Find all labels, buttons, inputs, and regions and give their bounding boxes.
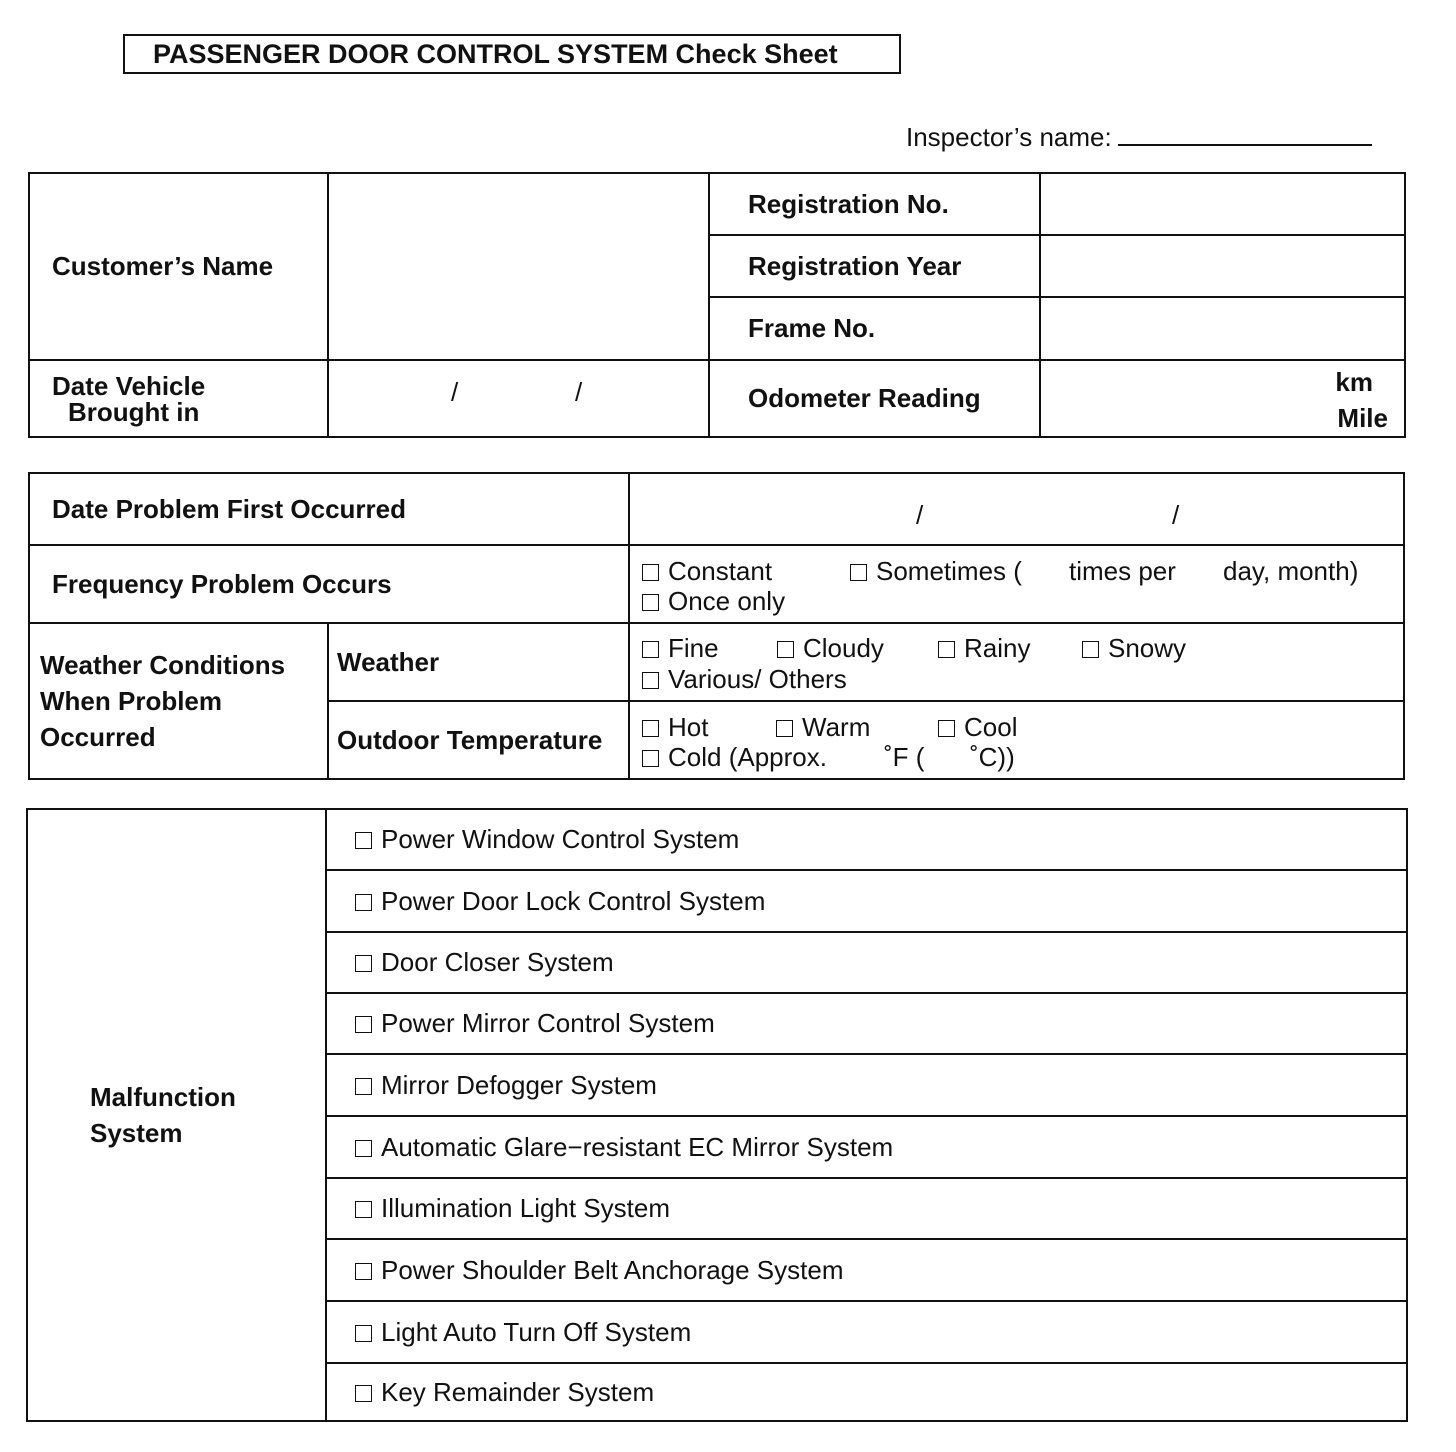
temp-fahrenheit: ˚F ( bbox=[884, 742, 925, 772]
date-separator: / bbox=[1172, 500, 1180, 530]
vehicle-info-table bbox=[28, 172, 1406, 438]
temp-cold-option[interactable]: Cold (Approx. bbox=[642, 742, 827, 773]
system-option-mirror-defogger[interactable]: Mirror Defogger System bbox=[326, 1054, 1407, 1116]
checkbox-icon[interactable] bbox=[642, 672, 659, 689]
weather-various-option[interactable]: Various/ Others bbox=[642, 664, 847, 695]
weather-conditions-line1: Weather Conditions bbox=[40, 650, 286, 680]
checkbox-icon[interactable] bbox=[850, 564, 867, 581]
date-first-occurred-field[interactable] bbox=[629, 473, 1404, 545]
checkbox-icon[interactable] bbox=[355, 894, 372, 911]
malfunction-label-line2: System bbox=[90, 1118, 183, 1148]
system-option-illumination-light[interactable]: Illumination Light System bbox=[326, 1178, 1407, 1239]
weather-conditions-line2: When Problem bbox=[40, 686, 223, 716]
freq-constant-option[interactable]: Constant bbox=[642, 556, 772, 587]
registration-no-field[interactable] bbox=[1040, 173, 1405, 235]
temp-hot-option[interactable]: Hot bbox=[642, 712, 708, 743]
system-option-light-auto-off[interactable]: Light Auto Turn Off System bbox=[326, 1301, 1407, 1363]
customer-name-label: Customer’s Name bbox=[29, 173, 328, 360]
system-option-power-window[interactable]: Power Window Control System bbox=[326, 809, 1407, 870]
customer-name-field[interactable] bbox=[328, 173, 709, 360]
malfunction-system-label bbox=[27, 809, 326, 1421]
inspector-name-line[interactable] bbox=[1118, 120, 1372, 146]
checkbox-icon[interactable] bbox=[642, 564, 659, 581]
odometer-label: Odometer Reading bbox=[709, 360, 1040, 437]
checkbox-icon[interactable] bbox=[776, 720, 793, 737]
temp-cool-option[interactable]: Cool bbox=[938, 712, 1017, 743]
checkbox-icon[interactable] bbox=[1082, 641, 1099, 658]
weather-fine-option[interactable]: Fine bbox=[642, 633, 719, 664]
checkbox-icon[interactable] bbox=[355, 1140, 372, 1157]
temp-warm-option[interactable]: Warm bbox=[776, 712, 870, 743]
freq-once-option[interactable]: Once only bbox=[642, 586, 785, 617]
malfunction-label-line1: Malfunction bbox=[90, 1082, 236, 1112]
problem-conditions-table bbox=[28, 472, 1405, 780]
checkbox-icon[interactable] bbox=[642, 720, 659, 737]
checkbox-icon[interactable] bbox=[355, 832, 372, 849]
weather-conditions-line3: Occurred bbox=[40, 722, 156, 752]
date-separator: / bbox=[451, 377, 459, 407]
system-option-key-remainder[interactable]: Key Remainder System bbox=[326, 1363, 1407, 1421]
registration-no-label: Registration No. bbox=[709, 173, 1040, 235]
weather-label: Weather bbox=[328, 623, 629, 701]
unit-mile: Mile bbox=[1337, 403, 1388, 433]
date-brought-in-field[interactable] bbox=[328, 360, 709, 437]
checkbox-icon[interactable] bbox=[642, 594, 659, 611]
temp-celsius: ˚C)) bbox=[970, 742, 1015, 772]
weather-cloudy-option[interactable]: Cloudy bbox=[777, 633, 884, 664]
weather-options bbox=[629, 623, 1404, 701]
checkbox-icon[interactable] bbox=[355, 1385, 372, 1402]
frame-no-label: Frame No. bbox=[709, 297, 1040, 360]
checkbox-icon[interactable] bbox=[642, 750, 659, 767]
freq-day-month: day, month) bbox=[1223, 556, 1359, 586]
checkbox-icon[interactable] bbox=[355, 1263, 372, 1280]
date-separator: / bbox=[575, 377, 583, 407]
checkbox-icon[interactable] bbox=[355, 1325, 372, 1342]
date-first-occurred-label: Date Problem First Occurred bbox=[29, 473, 629, 545]
weather-conditions-label bbox=[29, 623, 328, 779]
checkbox-icon[interactable] bbox=[938, 720, 955, 737]
checkbox-icon[interactable] bbox=[642, 641, 659, 658]
system-option-power-door-lock[interactable]: Power Door Lock Control System bbox=[326, 870, 1407, 932]
inspector-label: Inspector’s name: bbox=[906, 122, 1112, 152]
weather-snowy-option[interactable]: Snowy bbox=[1082, 633, 1186, 664]
system-option-power-mirror[interactable]: Power Mirror Control System bbox=[326, 993, 1407, 1054]
checkbox-icon[interactable] bbox=[938, 641, 955, 658]
system-option-shoulder-belt[interactable]: Power Shoulder Belt Anchorage System bbox=[326, 1239, 1407, 1301]
system-option-ec-mirror[interactable]: Automatic Glare−resistant EC Mirror System bbox=[326, 1116, 1407, 1178]
frequency-label: Frequency Problem Occurs bbox=[29, 545, 629, 623]
weather-rainy-option[interactable]: Rainy bbox=[938, 633, 1030, 664]
date-separator: / bbox=[916, 500, 924, 530]
registration-year-label: Registration Year bbox=[709, 235, 1040, 297]
frame-no-field[interactable] bbox=[1040, 297, 1405, 360]
date-brought-in-line1: Date Vehicle bbox=[52, 370, 206, 401]
sheet-title: PASSENGER DOOR CONTROL SYSTEM Check Sheet bbox=[123, 34, 901, 74]
malfunction-system-table bbox=[26, 808, 1408, 1422]
freq-sometimes-option[interactable]: Sometimes ( bbox=[850, 556, 1022, 587]
inspector-name-field bbox=[906, 120, 1372, 153]
checkbox-icon[interactable] bbox=[355, 955, 372, 972]
temperature-options bbox=[629, 701, 1404, 779]
frequency-options bbox=[629, 545, 1404, 623]
unit-km: km bbox=[1335, 367, 1373, 397]
checkbox-icon[interactable] bbox=[355, 1078, 372, 1095]
registration-year-field[interactable] bbox=[1040, 235, 1405, 297]
date-brought-in-line2: Brought in bbox=[68, 396, 200, 427]
checkbox-icon[interactable] bbox=[777, 641, 794, 658]
freq-times-per: times per bbox=[1069, 556, 1176, 586]
system-option-door-closer[interactable]: Door Closer System bbox=[326, 932, 1407, 993]
date-brought-in-label bbox=[29, 360, 328, 437]
odometer-field[interactable] bbox=[1040, 360, 1405, 437]
outdoor-temperature-label: Outdoor Temperature bbox=[328, 701, 629, 779]
checkbox-icon[interactable] bbox=[355, 1016, 372, 1033]
checkbox-icon[interactable] bbox=[355, 1201, 372, 1218]
